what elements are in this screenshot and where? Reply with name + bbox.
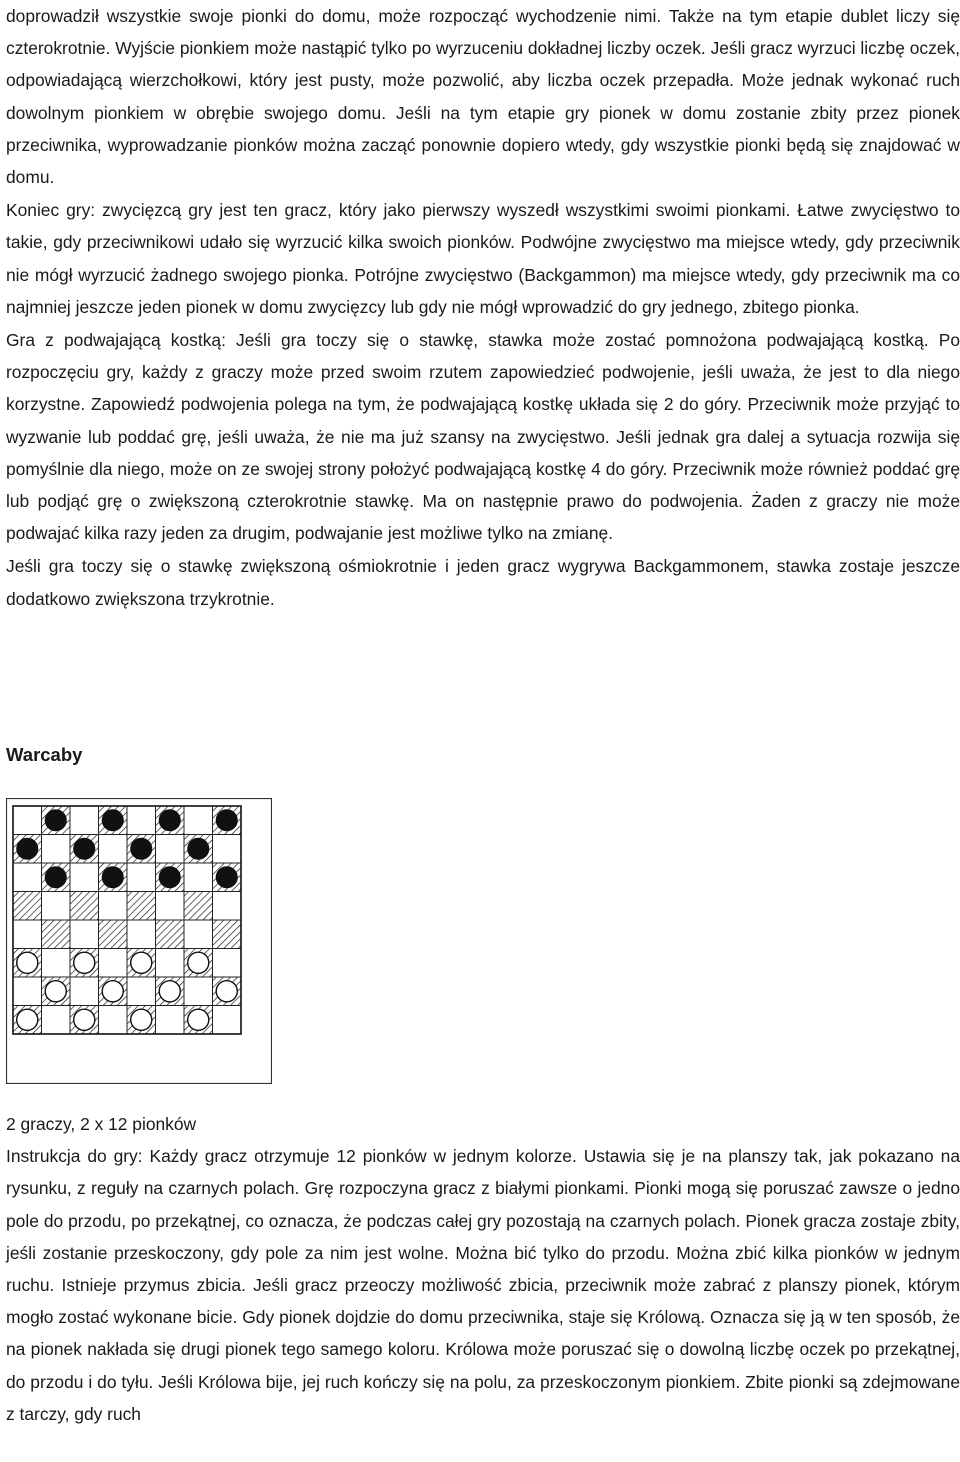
- light-square: [184, 977, 213, 1006]
- light-square: [13, 863, 42, 892]
- light-square: [13, 920, 42, 949]
- dark-square: [213, 920, 242, 949]
- light-square: [127, 806, 156, 835]
- light-square: [99, 892, 128, 921]
- white-piece: [188, 952, 209, 973]
- light-square: [13, 806, 42, 835]
- light-square: [70, 920, 99, 949]
- light-square: [99, 835, 128, 864]
- light-square: [70, 806, 99, 835]
- white-piece: [131, 1009, 152, 1030]
- white-piece: [45, 981, 66, 1002]
- light-square: [99, 949, 128, 978]
- paragraph-bearing-off: doprowadził wszystkie swoje pionki do domu, może rozpocząć wychodzenie nimi. Także na tym etapie dublet liczy się czterokrotnie. Wyjście pionkiem może nastąpić tylko po wyrzuceniu dokładnej liczby oczek. Jeśli gracz wyrzuci liczbę oczek, odpowiadającą wierzchołkowi, który jest pusty, może pozwolić, aby liczba oczek przepadła. Może jednak wykonać ruch dowolnym pionkiem w obrębie swojego domu. Jeśli na tym etapie gry pionek w domu zostanie zbity przez pionek przeciwnika, wyprowadzanie pionków można zacząć ponownie dopiero wtedy, gdy wszystkie pionki będą się znajdować w domu.: [6, 6, 960, 188]
- white-piece: [17, 952, 38, 973]
- paragraph-instructions: Instrukcja do gry: Każdy gracz otrzymuje 12 pionków w jednym kolorze. Ustawia się je na planszy tak, jak pokazano na rysunku, z reguły na czarnych polach. Grę rozpoczyna gracz z białymi pionkami. Pionki mogą się poruszać zawsze o jedno pole do przodu, po przekątnej, co oznacza, że podczas całej gry pozostają na czarnych polach. Pionek gracza zostaje zbity, jeśli zostanie przeskoczony, gdy pole za nim jest wolne. Można bić tylko do przodu. Można zbić kilka pionków w jednym ruchu. Istnieje przymus zbicia. Jeśli gracz przeoczy możliwość zbicia, przeciwnik może zabrać z planszy pionek, którym mogło zostać wykonane bicie. Gdy pionek dojdzie do domu przeciwnika, staje się Królową. Oznacza się ją w ten sposób, że na pionek nakłada się drugi pionek tego samego koloru. Królowa może poruszać się o dowolną liczbę oczek po przekątnej, do przodu i do tyłu. Jeśli Królowa bije, jej ruch kończy się na polu, za przeskoczonym pionkiem. Zbite pionki są zdejmowane z tarczy, gdy ruch: [6, 1146, 960, 1424]
- black-piece: [45, 810, 66, 831]
- light-square: [156, 949, 185, 978]
- light-square: [156, 892, 185, 921]
- black-piece: [102, 867, 123, 888]
- lower-text: [6, 1108, 960, 1430]
- white-piece: [102, 981, 123, 1002]
- black-piece: [159, 810, 180, 831]
- white-piece: [216, 981, 237, 1002]
- black-piece: [159, 867, 180, 888]
- light-square: [156, 835, 185, 864]
- paragraph-players-pieces: 2 graczy, 2 x 12 pionków: [6, 1114, 197, 1134]
- light-square: [70, 863, 99, 892]
- black-piece: [45, 867, 66, 888]
- section-heading-warcaby: Warcaby: [6, 744, 83, 765]
- white-piece: [188, 1009, 209, 1030]
- black-piece: [74, 838, 95, 859]
- light-square: [184, 806, 213, 835]
- light-square: [127, 977, 156, 1006]
- light-square: [127, 920, 156, 949]
- light-square: [184, 863, 213, 892]
- light-square: [213, 835, 242, 864]
- light-square: [99, 1006, 128, 1035]
- black-piece: [216, 867, 237, 888]
- light-square: [213, 1006, 242, 1035]
- paragraph-end-of-game: Koniec gry: zwycięzcą gry jest ten gracz, który jako pierwszy wyszedł wszystkimi swoimi pionkami. Łatwe zwycięstwo to takie, gdy przeciwnikowi udało się wyrzucić kilka swoich pionków. Podwójne zwycięstwo ma miejsce wtedy, gdy przeciwnik nie mógł wyrzucić żadnego swojego pionka. Potrójne zwycięstwo (Backgammon) ma miejsce wtedy, gdy przeciwnik ma co najmniej jeszcze jeden pionek w domu zwycięzcy lub gdy nie mógł wprowadzić do gry jednego, zbitego pionka.: [6, 200, 960, 317]
- checkers-board: [6, 798, 272, 1084]
- upper-text: [6, 0, 960, 615]
- black-piece: [17, 838, 38, 859]
- black-piece: [102, 810, 123, 831]
- dark-square: [13, 892, 42, 921]
- light-square: [42, 1006, 71, 1035]
- black-piece: [188, 838, 209, 859]
- dark-square: [99, 920, 128, 949]
- light-square: [184, 920, 213, 949]
- dark-square: [184, 892, 213, 921]
- dark-square: [42, 920, 71, 949]
- light-square: [70, 977, 99, 1006]
- white-piece: [131, 952, 152, 973]
- light-square: [42, 835, 71, 864]
- light-square: [156, 1006, 185, 1035]
- light-square: [42, 949, 71, 978]
- white-piece: [74, 1009, 95, 1030]
- white-piece: [74, 952, 95, 973]
- light-square: [13, 977, 42, 1006]
- paragraph-triple-stake: Jeśli gra toczy się o stawkę zwiększoną ośmiokrotnie i jeden gracz wygrywa Backgammonem, stawka zostaje jeszcze dodatkowo zwiększona trzykrotnie.: [6, 556, 960, 609]
- checkers-board-figure: [6, 798, 272, 1084]
- dark-square: [70, 892, 99, 921]
- dark-square: [156, 920, 185, 949]
- paragraph-doubling-cube: Gra z podwajającą kostką: Jeśli gra toczy się o stawkę, stawka może zostać pomnożona podwajającą kostką. Po rozpoczęciu gry, każdy z graczy może przed swoim rzutem zapowiedzieć podwojenie, jeśli uważa, że jest to dla niego korzystne. Zapowiedź podwojenia polega na tym, że podwajającą kostkę układa się 2 do góry. Przeciwnik może przyjąć to wyzwanie lub poddać grę, jeśli uważa, że nie ma już szansy na zwycięstwo. Jeśli jednak gra dalej a sytuacja rozwija się pomyślnie dla niego, może on ze swojej strony położyć podwajającą kostkę 4 do góry. Przeciwnik może również poddać grę lub podjąć grę o zwiększoną czterokrotnie stawkę. Ma on następnie prawo do podwojenia. Żaden z graczy nie może podwajać kilka razy jeden za drugim, podwajanie jest możliwe tylko na zmianę.: [6, 330, 960, 544]
- light-square: [213, 892, 242, 921]
- white-piece: [17, 1009, 38, 1030]
- black-piece: [131, 838, 152, 859]
- light-square: [42, 892, 71, 921]
- black-piece: [216, 810, 237, 831]
- dark-square: [127, 892, 156, 921]
- light-square: [127, 863, 156, 892]
- white-piece: [159, 981, 180, 1002]
- light-square: [213, 949, 242, 978]
